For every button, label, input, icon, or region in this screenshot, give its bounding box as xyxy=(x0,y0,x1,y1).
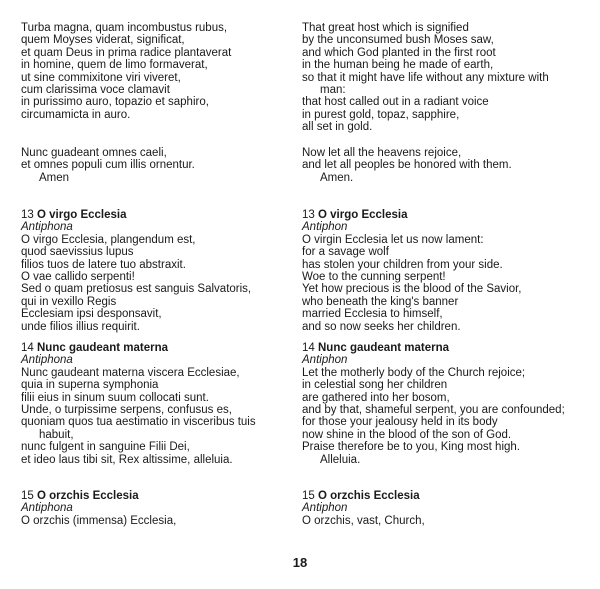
text-line: qui in vexillo Regis xyxy=(21,295,117,308)
page-number: 18 xyxy=(292,555,308,570)
text-line: are gathered into her bosom, xyxy=(302,391,450,404)
section-heading xyxy=(21,209,291,221)
text-line: Nunc gaudeant materna viscera Ecclesiae, xyxy=(21,366,240,379)
latin-stanza-2 xyxy=(21,147,291,184)
section-genre: Antiphon xyxy=(302,221,348,234)
section-genre: Antiphona xyxy=(21,354,73,367)
text-line: Praise therefore be to you, King most high. xyxy=(302,441,520,454)
text-line: in homine, quem de limo formaverat, xyxy=(21,59,208,72)
text-line: who beneath the king's banner xyxy=(302,295,459,308)
english-section-15 xyxy=(302,490,592,527)
english-section-14 xyxy=(302,342,592,466)
text-line: Turba magna, quam incombustus rubus, xyxy=(21,22,228,34)
text-line: has stolen your children from your side. xyxy=(302,258,503,271)
text-line: in purest gold, topaz, sapphire, xyxy=(302,108,460,121)
section-title: O virgo Ecclesia xyxy=(37,209,127,221)
section-heading xyxy=(302,342,592,354)
text-line: man: xyxy=(320,84,346,97)
text-line: quod saevissius lupus xyxy=(21,246,134,259)
section-title: O orzchis Ecclesia xyxy=(318,490,420,502)
text-line: That great host which is signified xyxy=(302,22,469,34)
section-heading xyxy=(21,342,291,354)
text-line: married Ecclesia to himself, xyxy=(302,308,443,321)
latin-section-15 xyxy=(21,490,291,527)
text-line: quoniam quos tua aestimatio in visceribus tuis xyxy=(21,416,256,429)
section-number: 13 xyxy=(302,209,315,221)
text-line: all set in gold. xyxy=(302,121,373,134)
text-line: and which God planted in the first root xyxy=(302,46,496,59)
section-number: 13 xyxy=(21,209,34,221)
latin-stanza-1 xyxy=(21,22,291,121)
section-genre: Antiphon xyxy=(302,354,348,367)
section-number: 14 xyxy=(21,342,34,354)
text-line: et quam Deus in prima radice plantaverat xyxy=(21,46,232,59)
text-line: and so now seeks her children. xyxy=(302,320,461,333)
text-line: by the unconsumed bush Moses saw, xyxy=(302,34,494,47)
text-line: for a savage wolf xyxy=(302,246,389,259)
text-line: quia in superna symphonia xyxy=(21,379,159,392)
text-line: O vae callido serpenti! xyxy=(21,271,135,284)
text-line: cum clarissima voce clamavit xyxy=(21,84,170,97)
section-title: Nunc gaudeant materna xyxy=(318,342,449,354)
text-line: Now let all the heavens rejoice, xyxy=(302,147,462,159)
text-line: Ecclesiam ipsi desponsavit, xyxy=(21,308,162,321)
text-line: in purissimo auro, topazio et saphiro, xyxy=(21,96,209,109)
text-line: for those your jealousy held in its body xyxy=(302,416,498,429)
section-heading xyxy=(21,490,291,502)
english-stanza-2 xyxy=(302,147,592,184)
text-line: unde filios illius requirit. xyxy=(21,320,140,333)
section-heading xyxy=(302,490,592,502)
text-line: in celestial song her children xyxy=(302,379,448,392)
text-line: nunc fulgent in sanguine Filii Dei, xyxy=(21,441,190,454)
text-line: Unde, o turpissime serpens, confusus es, xyxy=(21,404,232,417)
english-section-13 xyxy=(302,209,592,333)
section-title: O orzchis Ecclesia xyxy=(37,490,139,502)
text-line: Sed o quam pretiosus est sanguis Salvatoris, xyxy=(21,283,252,296)
text-line: Alleluia. xyxy=(320,453,361,466)
text-line: that host called out in a radiant voice xyxy=(302,96,489,109)
section-genre: Antiphona xyxy=(21,221,73,234)
text-line: ut sine commixitone viri viveret, xyxy=(21,71,181,84)
text-line: Let the motherly body of the Church rejoice; xyxy=(302,366,526,379)
section-genre: Antiphona xyxy=(21,502,73,515)
text-line: circumamicta in auro. xyxy=(21,108,131,121)
text-line: now shine in the blood of the son of God. xyxy=(302,428,512,441)
section-number: 15 xyxy=(302,490,315,502)
text-line: Woe to the cunning serpent! xyxy=(302,271,446,284)
text-line: O orzchis, vast, Church, xyxy=(302,514,425,527)
text-line: Yet how precious is the blood of the Savior, xyxy=(302,283,522,296)
section-number: 15 xyxy=(21,490,34,502)
english-stanza-1 xyxy=(302,22,592,134)
text-line: et ideo laus tibi sit, Rex altissime, alleluia. xyxy=(21,453,233,466)
text-line: O orzchis (immensa) Ecclesia, xyxy=(21,514,177,527)
text-line: and let all peoples be honored with them. xyxy=(302,159,512,172)
text-line: habuit, xyxy=(39,428,74,441)
text-line: O virgin Ecclesia let us now lament: xyxy=(302,233,484,246)
text-line: et omnes populi cum illis ornentur. xyxy=(21,159,195,172)
text-line: and by that, shameful serpent, you are confounded; xyxy=(302,404,565,417)
text-line: O virgo Ecclesia, plangendum est, xyxy=(21,233,196,246)
amen-line: Amen xyxy=(39,171,70,184)
latin-section-13 xyxy=(21,209,291,333)
section-number: 14 xyxy=(302,342,315,354)
section-heading xyxy=(302,209,592,221)
text-line: filii eius in sinum suum collocati sunt. xyxy=(21,391,209,404)
text-line: filios tuos de latere tuo abstraxit. xyxy=(21,258,186,271)
section-genre: Antiphon xyxy=(302,502,348,515)
text-line: Nunc guadeant omnes caeli, xyxy=(21,147,167,159)
amen-line: Amen. xyxy=(320,171,354,184)
section-title: O virgo Ecclesia xyxy=(318,209,408,221)
section-title: Nunc gaudeant materna xyxy=(37,342,168,354)
text-line: quem Moyses viderat, significat, xyxy=(21,34,185,47)
latin-section-14 xyxy=(21,342,291,466)
text-line: in the human being he made of earth, xyxy=(302,59,494,72)
text-line: so that it might have life without any mixture with xyxy=(302,71,549,84)
